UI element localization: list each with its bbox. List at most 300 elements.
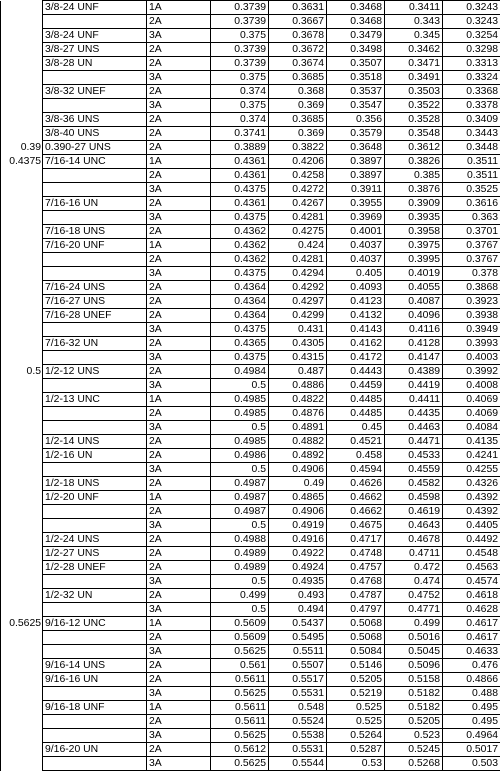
major-max-cell: 0.4362: [211, 225, 269, 239]
pitch-min-cell: 0.5158: [385, 673, 443, 687]
pitch-max-cell: 0.4757: [327, 561, 385, 575]
pitch-min-cell: 0.345: [385, 29, 443, 43]
pitch-max-cell: 0.4675: [327, 519, 385, 533]
major-min-cell: 0.3685: [269, 71, 327, 85]
major-max-cell: 0.4364: [211, 295, 269, 309]
pitch-max-cell: 0.4132: [327, 309, 385, 323]
major-min-cell: 0.424: [269, 239, 327, 253]
pitch-max-cell: 0.4143: [327, 323, 385, 337]
major-min-cell: 0.369: [269, 127, 327, 141]
pitch-max-cell: 0.4662: [327, 505, 385, 519]
thread-cell: 1/2-18 UNS: [43, 477, 147, 491]
major-max-cell: 0.4988: [211, 533, 269, 547]
thread-cell: 7/16-20 UNF: [43, 239, 147, 253]
minor-cell: 0.4563: [443, 561, 500, 575]
size-cell: [1, 225, 43, 239]
major-max-cell: 0.375: [211, 99, 269, 113]
size-cell: [1, 393, 43, 407]
class-cell: 1A: [147, 393, 211, 407]
class-cell: 2A: [147, 477, 211, 491]
table-row: [1, 603, 500, 617]
major-max-cell: 0.375: [211, 29, 269, 43]
class-cell: 3A: [147, 603, 211, 617]
pitch-min-cell: 0.4463: [385, 421, 443, 435]
minor-cell: 0.4548: [443, 547, 500, 561]
major-min-cell: 0.3672: [269, 43, 327, 57]
pitch-min-cell: 0.4096: [385, 309, 443, 323]
class-cell: 3A: [147, 575, 211, 589]
table-row: [1, 99, 500, 113]
class-cell: 3A: [147, 323, 211, 337]
size-cell: 0.39: [1, 141, 43, 155]
pitch-max-cell: 0.4037: [327, 253, 385, 267]
major-max-cell: 0.5625: [211, 757, 269, 771]
pitch-max-cell: 0.53: [327, 757, 385, 771]
thread-cell: [43, 379, 147, 393]
major-min-cell: 0.4294: [269, 267, 327, 281]
thread-cell: 7/16-14 UNC: [43, 155, 147, 169]
pitch-min-cell: 0.5268: [385, 757, 443, 771]
minor-cell: 0.3616: [443, 197, 500, 211]
size-cell: [1, 183, 43, 197]
class-cell: 1A: [147, 239, 211, 253]
major-min-cell: 0.4206: [269, 155, 327, 169]
size-cell: [1, 575, 43, 589]
pitch-max-cell: 0.4485: [327, 407, 385, 421]
major-max-cell: 0.375: [211, 71, 269, 85]
pitch-max-cell: 0.3897: [327, 155, 385, 169]
size-cell: [1, 71, 43, 85]
size-cell: [1, 85, 43, 99]
thread-cell: 3/8-36 UNS: [43, 113, 147, 127]
major-min-cell: 0.49: [269, 477, 327, 491]
major-max-cell: 0.4989: [211, 547, 269, 561]
major-max-cell: 0.5612: [211, 743, 269, 757]
pitch-min-cell: 0.4389: [385, 365, 443, 379]
minor-cell: 0.4617: [443, 631, 500, 645]
pitch-max-cell: 0.4037: [327, 239, 385, 253]
minor-cell: 0.3923: [443, 295, 500, 309]
class-cell: 2A: [147, 561, 211, 575]
major-min-cell: 0.431: [269, 323, 327, 337]
thread-cell: [43, 575, 147, 589]
major-min-cell: 0.3685: [269, 113, 327, 127]
major-min-cell: 0.4258: [269, 169, 327, 183]
thread-cell: [43, 253, 147, 267]
table-row: [1, 477, 500, 491]
thread-cell: [43, 729, 147, 743]
pitch-max-cell: 0.3479: [327, 29, 385, 43]
thread-cell: 1/2-24 UNS: [43, 533, 147, 547]
major-max-cell: 0.4987: [211, 477, 269, 491]
pitch-max-cell: 0.4787: [327, 589, 385, 603]
table-row: [1, 71, 500, 85]
size-cell: [1, 239, 43, 253]
pitch-min-cell: 0.5096: [385, 659, 443, 673]
size-cell: [1, 659, 43, 673]
size-cell: [1, 603, 43, 617]
minor-cell: 0.3409: [443, 113, 500, 127]
table-row: [1, 1, 500, 15]
pitch-min-cell: 0.5182: [385, 687, 443, 701]
major-max-cell: 0.4365: [211, 337, 269, 351]
size-cell: [1, 687, 43, 701]
class-cell: 2A: [147, 631, 211, 645]
major-min-cell: 0.5495: [269, 631, 327, 645]
table-row: [1, 127, 500, 141]
pitch-min-cell: 0.472: [385, 561, 443, 575]
minor-cell: 0.363: [443, 211, 500, 225]
thread-cell: 7/16-24 UNS: [43, 281, 147, 295]
major-max-cell: 0.5609: [211, 617, 269, 631]
class-cell: 2A: [147, 365, 211, 379]
major-max-cell: 0.4375: [211, 351, 269, 365]
size-cell: [1, 757, 43, 771]
pitch-min-cell: 0.4435: [385, 407, 443, 421]
pitch-min-cell: 0.4147: [385, 351, 443, 365]
minor-cell: 0.3525: [443, 183, 500, 197]
thread-cell: 3/8-40 UNS: [43, 127, 147, 141]
pitch-min-cell: 0.385: [385, 169, 443, 183]
pitch-max-cell: 0.525: [327, 701, 385, 715]
pitch-min-cell: 0.4711: [385, 547, 443, 561]
major-min-cell: 0.4892: [269, 449, 327, 463]
thread-cell: [43, 351, 147, 365]
minor-cell: 0.3243: [443, 15, 500, 29]
thread-cell: 0.390-27 UNS: [43, 141, 147, 155]
class-cell: 2A: [147, 127, 211, 141]
thread-cell: [43, 71, 147, 85]
size-cell: [1, 127, 43, 141]
thread-cell: [43, 267, 147, 281]
major-min-cell: 0.5507: [269, 659, 327, 673]
pitch-min-cell: 0.3528: [385, 113, 443, 127]
pitch-min-cell: 0.4128: [385, 337, 443, 351]
class-cell: 2A: [147, 85, 211, 99]
pitch-max-cell: 0.3507: [327, 57, 385, 71]
class-cell: 3A: [147, 379, 211, 393]
major-max-cell: 0.5: [211, 421, 269, 435]
major-min-cell: 0.5531: [269, 687, 327, 701]
size-cell: [1, 743, 43, 757]
table-row: [1, 29, 500, 43]
size-cell: [1, 309, 43, 323]
minor-cell: 0.4617: [443, 617, 500, 631]
class-cell: 1A: [147, 617, 211, 631]
major-min-cell: 0.5531: [269, 743, 327, 757]
major-max-cell: 0.3739: [211, 15, 269, 29]
thread-cell: 3/8-24 UNF: [43, 29, 147, 43]
size-cell: [1, 421, 43, 435]
thread-cell: 3/8-32 UNEF: [43, 85, 147, 99]
pitch-max-cell: 0.5068: [327, 631, 385, 645]
table-row: [1, 281, 500, 295]
minor-cell: 0.4392: [443, 491, 500, 505]
table-row: [1, 491, 500, 505]
pitch-min-cell: 0.4771: [385, 603, 443, 617]
table-row: [1, 407, 500, 421]
pitch-max-cell: 0.525: [327, 715, 385, 729]
major-max-cell: 0.4985: [211, 393, 269, 407]
table-row: [1, 365, 500, 379]
table-row: [1, 547, 500, 561]
minor-cell: 0.4255: [443, 463, 500, 477]
class-cell: 3A: [147, 71, 211, 85]
class-cell: 2A: [147, 169, 211, 183]
pitch-max-cell: 0.3498: [327, 43, 385, 57]
class-cell: 2A: [147, 407, 211, 421]
class-cell: 2A: [147, 337, 211, 351]
class-cell: 2A: [147, 589, 211, 603]
major-max-cell: 0.5: [211, 463, 269, 477]
class-cell: 1A: [147, 155, 211, 169]
thread-cell: 7/16-16 UN: [43, 197, 147, 211]
size-cell: [1, 547, 43, 561]
major-min-cell: 0.3678: [269, 29, 327, 43]
table-row: [1, 337, 500, 351]
table-row: [1, 673, 500, 687]
major-min-cell: 0.369: [269, 99, 327, 113]
major-max-cell: 0.4987: [211, 491, 269, 505]
pitch-max-cell: 0.4093: [327, 281, 385, 295]
pitch-max-cell: 0.5264: [327, 729, 385, 743]
major-max-cell: 0.374: [211, 113, 269, 127]
class-cell: 2A: [147, 505, 211, 519]
major-min-cell: 0.4882: [269, 435, 327, 449]
thread-cell: 1/2-14 UNS: [43, 435, 147, 449]
pitch-min-cell: 0.4411: [385, 393, 443, 407]
major-min-cell: 0.4865: [269, 491, 327, 505]
pitch-max-cell: 0.3537: [327, 85, 385, 99]
class-cell: 2A: [147, 309, 211, 323]
table-row: [1, 141, 500, 155]
size-cell: [1, 29, 43, 43]
minor-cell: 0.3767: [443, 239, 500, 253]
thread-cell: [43, 99, 147, 113]
size-cell: 0.4375: [1, 155, 43, 169]
pitch-max-cell: 0.4748: [327, 547, 385, 561]
major-min-cell: 0.3674: [269, 57, 327, 71]
thread-cell: 9/16-18 UNF: [43, 701, 147, 715]
major-min-cell: 0.4876: [269, 407, 327, 421]
size-cell: [1, 631, 43, 645]
thread-cell: [43, 715, 147, 729]
size-cell: [1, 113, 43, 127]
thread-cell: 3/8-24 UNF: [43, 1, 147, 15]
size-cell: [1, 43, 43, 57]
minor-cell: 0.3949: [443, 323, 500, 337]
pitch-max-cell: 0.4123: [327, 295, 385, 309]
table-row: [1, 113, 500, 127]
pitch-min-cell: 0.3826: [385, 155, 443, 169]
major-max-cell: 0.4986: [211, 449, 269, 463]
size-cell: [1, 57, 43, 71]
pitch-max-cell: 0.4594: [327, 463, 385, 477]
table-row: [1, 393, 500, 407]
table-row: [1, 505, 500, 519]
thread-cell: [43, 323, 147, 337]
thread-cell: 1/2-12 UNS: [43, 365, 147, 379]
table-row: [1, 197, 500, 211]
class-cell: 2A: [147, 43, 211, 57]
thread-cell: [43, 757, 147, 771]
size-cell: [1, 463, 43, 477]
table-row: [1, 15, 500, 29]
pitch-max-cell: 0.5219: [327, 687, 385, 701]
table-row: [1, 435, 500, 449]
class-cell: 3A: [147, 183, 211, 197]
size-cell: [1, 379, 43, 393]
major-min-cell: 0.4305: [269, 337, 327, 351]
minor-cell: 0.4633: [443, 645, 500, 659]
class-cell: 2A: [147, 743, 211, 757]
pitch-max-cell: 0.4443: [327, 365, 385, 379]
major-min-cell: 0.4906: [269, 505, 327, 519]
size-cell: [1, 561, 43, 575]
minor-cell: 0.4628: [443, 603, 500, 617]
table-row: [1, 43, 500, 57]
class-cell: 3A: [147, 29, 211, 43]
thread-cell: [43, 505, 147, 519]
minor-cell: 0.4008: [443, 379, 500, 393]
size-cell: [1, 197, 43, 211]
size-cell: [1, 211, 43, 225]
minor-cell: 0.495: [443, 701, 500, 715]
class-cell: 2A: [147, 715, 211, 729]
pitch-max-cell: 0.3648: [327, 141, 385, 155]
size-cell: [1, 505, 43, 519]
table-row: [1, 323, 500, 337]
pitch-min-cell: 0.499: [385, 617, 443, 631]
major-min-cell: 0.5511: [269, 645, 327, 659]
class-cell: 2A: [147, 547, 211, 561]
size-cell: [1, 351, 43, 365]
class-cell: 3A: [147, 757, 211, 771]
table-row: [1, 715, 500, 729]
size-cell: [1, 715, 43, 729]
major-max-cell: 0.5: [211, 575, 269, 589]
minor-cell: 0.4392: [443, 505, 500, 519]
minor-cell: 0.4964: [443, 729, 500, 743]
minor-cell: 0.3448: [443, 141, 500, 155]
pitch-min-cell: 0.523: [385, 729, 443, 743]
class-cell: 3A: [147, 99, 211, 113]
thread-cell: 1/2-27 UNS: [43, 547, 147, 561]
pitch-min-cell: 0.4582: [385, 477, 443, 491]
table-row: [1, 57, 500, 71]
pitch-min-cell: 0.3548: [385, 127, 443, 141]
thread-cell: 1/2-28 UNEF: [43, 561, 147, 575]
pitch-min-cell: 0.3503: [385, 85, 443, 99]
table-row: [1, 519, 500, 533]
major-max-cell: 0.4985: [211, 407, 269, 421]
major-max-cell: 0.3739: [211, 43, 269, 57]
table-row: [1, 239, 500, 253]
major-min-cell: 0.4922: [269, 547, 327, 561]
class-cell: 2A: [147, 253, 211, 267]
class-cell: 3A: [147, 519, 211, 533]
minor-cell: 0.3511: [443, 169, 500, 183]
table-row: [1, 225, 500, 239]
minor-cell: 0.3767: [443, 253, 500, 267]
major-min-cell: 0.4891: [269, 421, 327, 435]
minor-cell: 0.4405: [443, 519, 500, 533]
pitch-max-cell: 0.405: [327, 267, 385, 281]
class-cell: 2A: [147, 113, 211, 127]
major-min-cell: 0.5544: [269, 757, 327, 771]
pitch-min-cell: 0.4419: [385, 379, 443, 393]
pitch-max-cell: 0.458: [327, 449, 385, 463]
pitch-min-cell: 0.4598: [385, 491, 443, 505]
major-max-cell: 0.5: [211, 379, 269, 393]
table-row: [1, 155, 500, 169]
class-cell: 2A: [147, 15, 211, 29]
major-min-cell: 0.4272: [269, 183, 327, 197]
thread-cell: 3/8-28 UN: [43, 57, 147, 71]
thread-cell: [43, 183, 147, 197]
class-cell: 2A: [147, 281, 211, 295]
size-cell: [1, 253, 43, 267]
thread-cell: 7/16-32 UN: [43, 337, 147, 351]
major-min-cell: 0.5524: [269, 715, 327, 729]
table-row: [1, 589, 500, 603]
pitch-max-cell: 0.5084: [327, 645, 385, 659]
minor-cell: 0.5017: [443, 743, 500, 757]
thread-cell: [43, 631, 147, 645]
thread-cell: 7/16-18 UNS: [43, 225, 147, 239]
major-min-cell: 0.4281: [269, 211, 327, 225]
table-row: [1, 267, 500, 281]
pitch-min-cell: 0.3491: [385, 71, 443, 85]
major-min-cell: 0.3631: [269, 1, 327, 15]
minor-cell: 0.4574: [443, 575, 500, 589]
major-max-cell: 0.561: [211, 659, 269, 673]
thread-cell: [43, 603, 147, 617]
table-row: [1, 659, 500, 673]
pitch-max-cell: 0.45: [327, 421, 385, 435]
major-max-cell: 0.5611: [211, 701, 269, 715]
pitch-min-cell: 0.3522: [385, 99, 443, 113]
table-row: [1, 183, 500, 197]
major-max-cell: 0.3741: [211, 127, 269, 141]
thread-cell: [43, 407, 147, 421]
size-cell: [1, 323, 43, 337]
thread-cell: [43, 211, 147, 225]
major-max-cell: 0.4375: [211, 183, 269, 197]
major-max-cell: 0.4362: [211, 239, 269, 253]
thread-cell: [43, 421, 147, 435]
major-max-cell: 0.5: [211, 519, 269, 533]
pitch-min-cell: 0.4055: [385, 281, 443, 295]
pitch-min-cell: 0.5245: [385, 743, 443, 757]
pitch-max-cell: 0.4172: [327, 351, 385, 365]
size-cell: [1, 435, 43, 449]
pitch-max-cell: 0.5205: [327, 673, 385, 687]
minor-cell: 0.476: [443, 659, 500, 673]
pitch-max-cell: 0.4717: [327, 533, 385, 547]
pitch-min-cell: 0.3958: [385, 225, 443, 239]
class-cell: 2A: [147, 533, 211, 547]
thread-cell: 9/16-14 UNS: [43, 659, 147, 673]
pitch-min-cell: 0.4087: [385, 295, 443, 309]
size-cell: [1, 1, 43, 15]
major-max-cell: 0.4985: [211, 435, 269, 449]
minor-cell: 0.3254: [443, 29, 500, 43]
pitch-min-cell: 0.5182: [385, 701, 443, 715]
pitch-min-cell: 0.4619: [385, 505, 443, 519]
minor-cell: 0.3324: [443, 71, 500, 85]
size-cell: [1, 15, 43, 29]
